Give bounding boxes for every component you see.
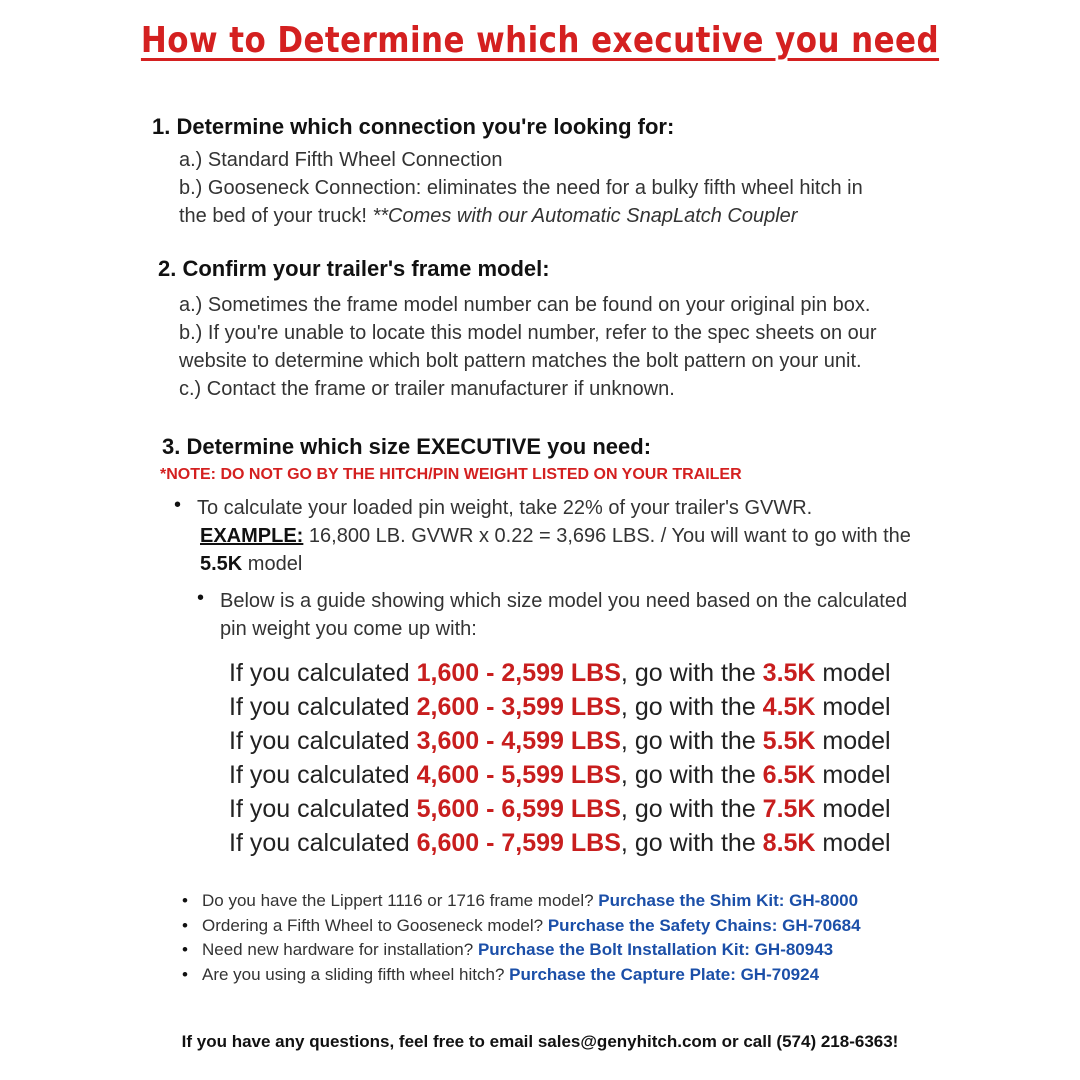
guide-prefix: If you calculated xyxy=(229,795,417,823)
bullet-icon: • xyxy=(197,587,205,609)
example-text: 16,800 LB. GVWR x 0.22 = 3,696 LBS. / You will want to go with the xyxy=(303,525,911,547)
guide-mid: , go with the xyxy=(620,659,763,687)
guide-model: 4.5K xyxy=(762,693,816,721)
step1-option-a: a.) Standard Fifth Wheel Connection xyxy=(179,149,503,171)
guide-range: 6,600 - 7,599 LBS xyxy=(416,829,621,857)
example-model-line xyxy=(197,550,1037,578)
guide-intro-line2: pin weight you come up with: xyxy=(220,618,477,640)
step3-heading: 3. Determine which size EXECUTIVE you need: xyxy=(162,434,652,459)
guide-range: 1,600 - 2,599 LBS xyxy=(416,659,621,687)
accessory-list xyxy=(182,889,1062,988)
guide-mid: , go with the xyxy=(620,795,763,823)
calc-instructions xyxy=(197,494,1037,578)
guide-model: 5.5K xyxy=(762,727,816,755)
step1-option-b-line1: b.) Gooseneck Connection: eliminates the need for a bulky fifth wheel hitch in xyxy=(179,177,863,199)
accessory-question: Need new hardware for installation? xyxy=(202,940,478,960)
step1-snaplatch-note: **Comes with our Automatic SnapLatch Coupler xyxy=(372,205,798,227)
page-title: How to Determine which executive you need xyxy=(140,20,940,61)
guide-suffix: model xyxy=(815,795,891,823)
example-model-suffix: model xyxy=(242,553,303,575)
guide-mid: , go with the xyxy=(620,761,763,789)
list-item xyxy=(182,938,1062,963)
guide-range: 2,600 - 3,599 LBS xyxy=(416,693,621,721)
example-label: EXAMPLE: xyxy=(200,525,304,547)
step1-option-b-text: the bed of your truck! xyxy=(179,205,373,227)
list-item xyxy=(182,889,1062,914)
guide-prefix: If you calculated xyxy=(229,829,417,857)
example-line xyxy=(197,522,1037,550)
guide-suffix: model xyxy=(815,761,891,789)
guide-row xyxy=(229,656,1049,690)
guide-suffix: model xyxy=(815,659,891,687)
safety-chains-link[interactable]: Purchase the Safety Chains: GH-70684 xyxy=(547,915,861,935)
guide-range: 3,600 - 4,599 LBS xyxy=(416,727,621,755)
example-model: 5.5K xyxy=(200,553,243,575)
step1-option-b-line2 xyxy=(179,202,1019,230)
step1-body xyxy=(179,146,1019,230)
list-item xyxy=(182,914,1062,939)
step3-note: *NOTE: DO NOT GO BY THE HITCH/PIN WEIGHT LISTED ON YOUR TRAILER xyxy=(160,466,742,483)
bolt-kit-link[interactable]: Purchase the Bolt Installation Kit: GH-80943 xyxy=(477,940,834,960)
accessory-question: Ordering a Fifth Wheel to Gooseneck model? xyxy=(202,915,548,935)
step2-option-c: c.) Contact the frame or trailer manufacturer if unknown. xyxy=(179,378,675,400)
step2-option-b-line1: b.) If you're unable to locate this model number, refer to the spec sheets on our xyxy=(179,322,877,344)
guide-model: 3.5K xyxy=(762,659,816,687)
guide-suffix: model xyxy=(815,829,891,857)
contact-footer: If you have any questions, feel free to email sales@genyhitch.com or call (574) 218-6363! xyxy=(181,1032,899,1051)
guide-prefix: If you calculated xyxy=(229,659,417,687)
guide-model: 6.5K xyxy=(762,761,816,789)
calc-line: To calculate your loaded pin weight, take 22% of your trailer's GVWR. xyxy=(197,497,813,519)
size-guide xyxy=(229,656,1049,860)
guide-row xyxy=(229,792,1049,826)
guide-row xyxy=(229,758,1049,792)
guide-prefix: If you calculated xyxy=(229,761,417,789)
step2-body xyxy=(179,291,1039,403)
guide-range: 4,600 - 5,599 LBS xyxy=(416,761,621,789)
guide-prefix: If you calculated xyxy=(229,727,417,755)
capture-plate-link[interactable]: Purchase the Capture Plate: GH-70924 xyxy=(509,965,820,985)
guide-intro-line1: Below is a guide showing which size model you need based on the calculated xyxy=(220,590,908,612)
guide-row xyxy=(229,690,1049,724)
guide-mid: , go with the xyxy=(620,829,763,857)
step1-heading: 1. Determine which connection you're looking for: xyxy=(152,114,675,139)
guide-model: 8.5K xyxy=(762,829,816,857)
guide-row xyxy=(229,724,1049,758)
accessory-question: Do you have the Lippert 1116 or 1716 frame model? xyxy=(202,891,599,910)
guide-suffix: model xyxy=(815,693,891,721)
guide-intro xyxy=(220,587,1060,643)
guide-suffix: model xyxy=(815,727,891,755)
guide-model: 7.5K xyxy=(762,795,816,823)
step2-option-b-line2: website to determine which bolt pattern matches the bolt pattern on your unit. xyxy=(179,350,862,372)
step2-option-a: a.) Sometimes the frame model number can be found on your original pin box. xyxy=(179,294,871,316)
guide-mid: , go with the xyxy=(620,727,763,755)
accessory-question: Are you using a sliding fifth wheel hitch? xyxy=(202,965,510,985)
guide-mid: , go with the xyxy=(620,693,763,721)
guide-row xyxy=(229,826,1049,860)
step2-heading: 2. Confirm your trailer's frame model: xyxy=(158,256,550,281)
shim-kit-link[interactable]: Purchase the Shim Kit: GH-8000 xyxy=(598,891,859,910)
guide-prefix: If you calculated xyxy=(229,693,417,721)
bullet-icon: • xyxy=(174,494,182,516)
guide-range: 5,600 - 6,599 LBS xyxy=(416,795,621,823)
list-item xyxy=(182,963,1062,988)
